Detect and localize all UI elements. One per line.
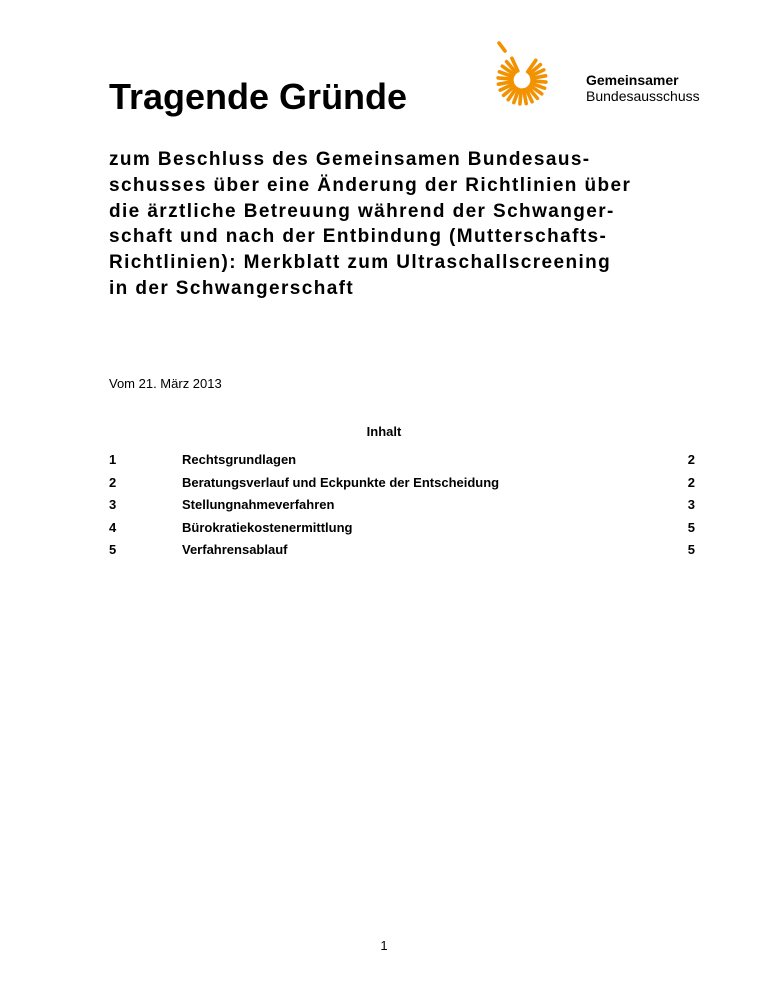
- toc-entry[interactable]: [109, 542, 695, 565]
- table-of-contents: [109, 452, 695, 565]
- logo-ray: [532, 76, 546, 79]
- toc-entry-page: 3: [687, 497, 695, 512]
- toc-entry[interactable]: [109, 520, 695, 543]
- logo-text-line2: Bundesausschuss: [586, 88, 700, 104]
- toc-entry-page: 2: [687, 474, 695, 490]
- logo-ray: [520, 90, 521, 104]
- toc-entry-title: Beratungsverlauf und Eckpunkte der Entscheidung: [182, 474, 500, 490]
- toc-entry-number: 5: [109, 542, 117, 557]
- decision-date: Vom 21. März 2013: [109, 376, 222, 391]
- toc-entry-number: 3: [109, 497, 117, 512]
- toc-entry[interactable]: [109, 475, 695, 498]
- toc-entry[interactable]: [109, 497, 695, 520]
- page-number: 1: [380, 938, 388, 953]
- toc-entry-number: 4: [109, 519, 117, 535]
- gba-logo: [496, 40, 706, 106]
- subtitle-line: zum Beschluss des Gemeinsamen Bundesaus-: [109, 149, 591, 170]
- document-subtitle: [109, 147, 719, 302]
- logo-tail: [499, 43, 505, 51]
- toc-entry-number: 2: [109, 474, 117, 490]
- toc-entry[interactable]: [109, 452, 695, 475]
- toc-entry-title: Verfahrensablauf: [182, 542, 288, 557]
- logo-ray: [498, 82, 512, 85]
- toc-entry-number: 1: [109, 452, 117, 467]
- subtitle-line: in der Schwangerschaft: [109, 277, 355, 299]
- toc-heading: Inhalt: [366, 424, 402, 439]
- gba-sun-icon: [496, 40, 576, 106]
- toc-entry-page: 2: [687, 452, 695, 467]
- subtitle-line: schusses über eine Änderung der Richtlinien über: [109, 174, 632, 196]
- logo-ray: [532, 81, 546, 82]
- logo-ray: [498, 78, 512, 79]
- subtitle-line: schaft und nach der Entbindung (Mutterschafts-: [109, 226, 608, 248]
- toc-entry-page: 5: [687, 519, 695, 535]
- toc-entry-title: Stellungnahmeverfahren: [182, 497, 335, 512]
- subtitle-line: Richtlinien): Merkblatt zum Ultraschallscreening: [109, 252, 612, 274]
- logo-text-line1: Gemeinsamer: [586, 72, 679, 88]
- toc-entry-title: Rechtsgrundlagen: [182, 452, 297, 467]
- toc-entry-page: 5: [687, 542, 695, 557]
- logo-text: [586, 72, 700, 104]
- logo-ray: [524, 90, 527, 104]
- subtitle-line: die ärztliche Betreuung während der Schwanger-: [109, 200, 615, 222]
- toc-entry-title: Bürokratiekostenermittlung: [182, 519, 353, 535]
- document-title: Tragende Gründe: [109, 76, 408, 117]
